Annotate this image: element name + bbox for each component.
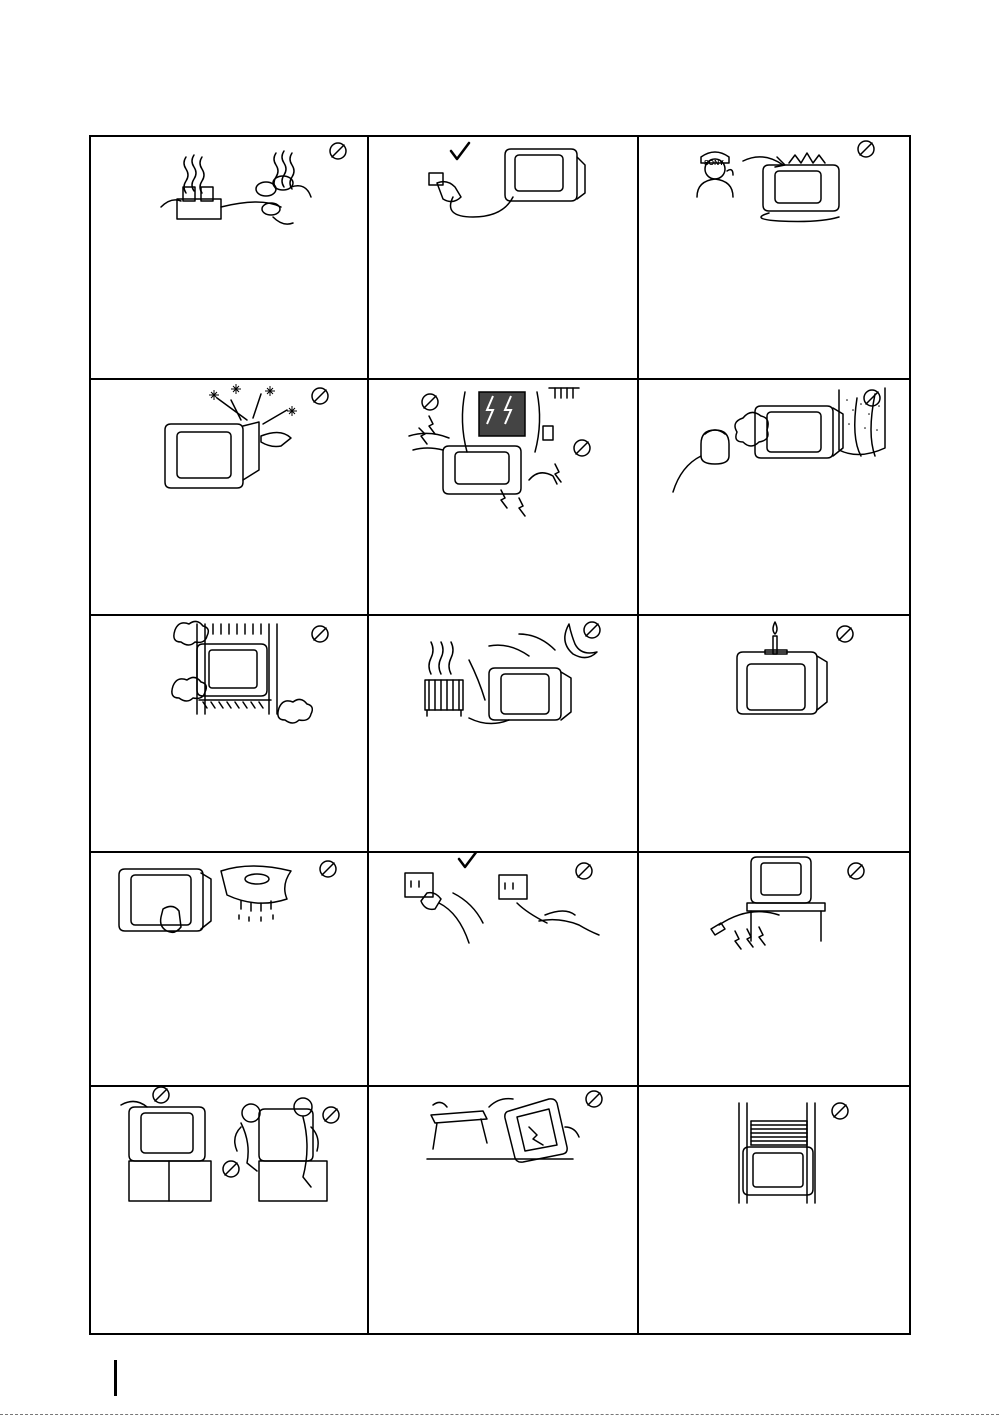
panel-wet-cloth-cleaning [91, 853, 367, 1085]
prohibited-icon [91, 137, 367, 378]
panel-pull-by-plug [369, 853, 637, 1085]
checkmark-icon [369, 137, 637, 378]
panel-overloaded-outlet [91, 137, 367, 378]
safety-illustration-grid [89, 135, 911, 1335]
prohibited-icon [369, 380, 637, 614]
brand-label: SONY [704, 160, 724, 167]
panel-candle-on-top [639, 616, 911, 851]
prohibited-icon [369, 1087, 637, 1335]
page-margin-bar [114, 1360, 117, 1396]
prohibited-icon [639, 616, 911, 851]
prohibited-icon [91, 380, 367, 614]
prohibited-icon [369, 616, 637, 851]
prohibited-icon [91, 1087, 367, 1335]
prohibited-icon [91, 616, 367, 851]
prohibited-icon [639, 853, 911, 1085]
prohibited-icon [369, 853, 637, 1085]
panel-objects-on-top [639, 1087, 911, 1335]
panel-call-service-center [639, 137, 911, 378]
prohibited-icon [639, 137, 911, 378]
cut-line [0, 1414, 999, 1415]
panel-lightning-unplug [369, 380, 637, 614]
panel-plug-correctly-connected [369, 137, 637, 378]
panel-children-climbing [91, 1087, 367, 1335]
panel-damaged-cord [639, 853, 911, 1085]
panel-unstable-stand [369, 1087, 637, 1335]
prohibited-icon [91, 853, 367, 1085]
panel-no-objects-into-openings [91, 380, 367, 614]
panel-ventilation-blocked [91, 616, 367, 851]
panel-steam-moisture [639, 380, 911, 614]
prohibited-icon [639, 1087, 911, 1335]
prohibited-icon [639, 380, 911, 614]
panel-heat-sunlight [369, 616, 637, 851]
